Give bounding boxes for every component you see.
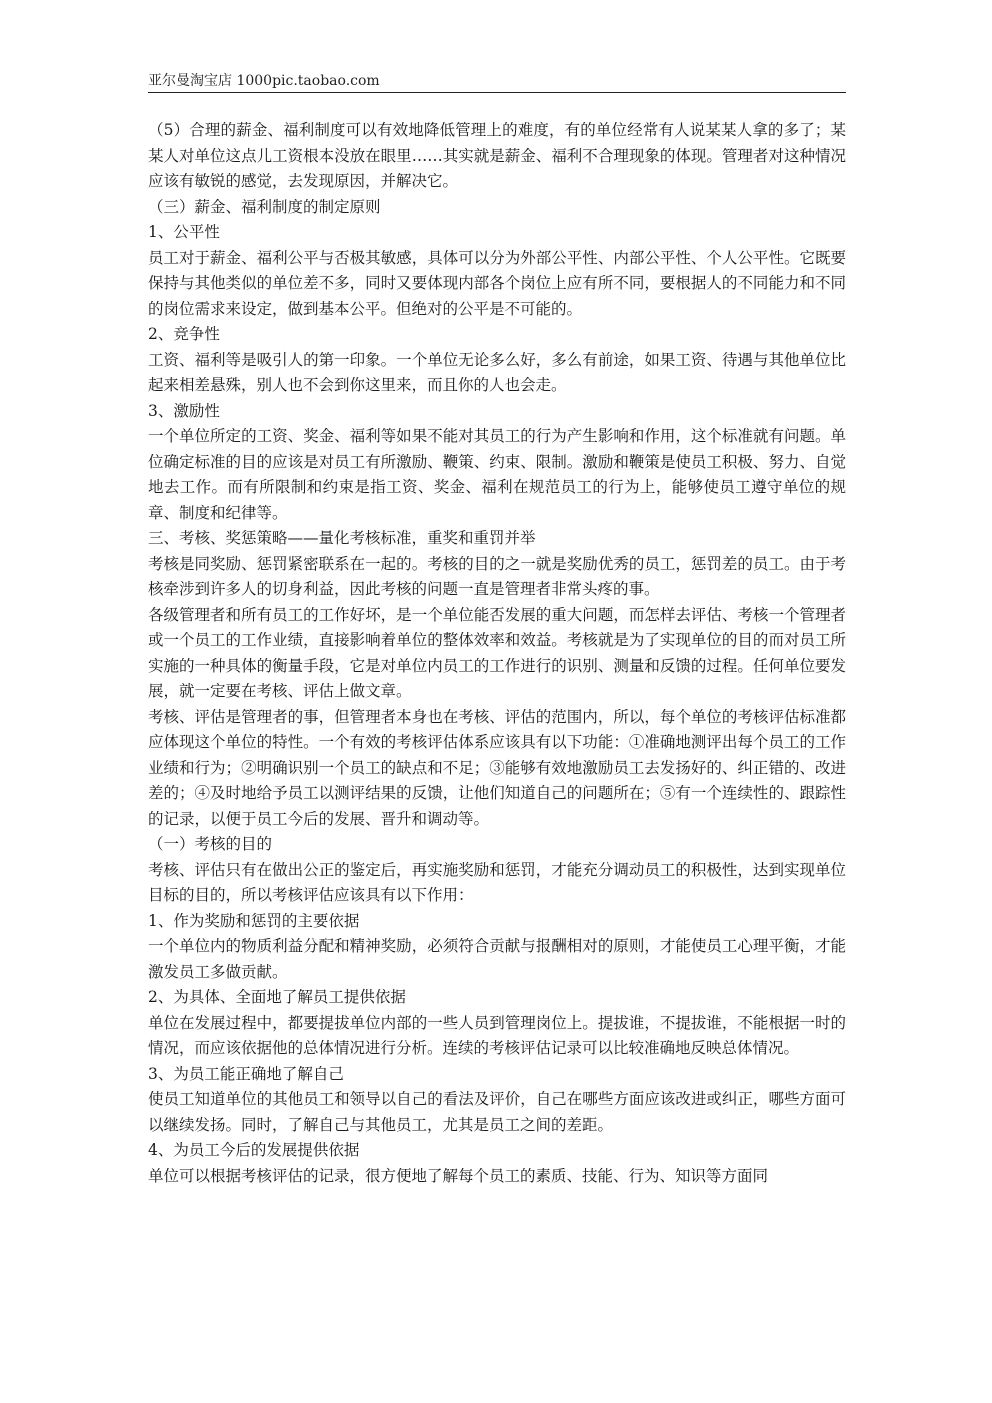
subsection-heading: 2、为具体、全面地了解员工提供依据 [148,988,406,1006]
paragraph: （5）合理的薪金、福利制度可以有效地降低管理上的难度，有的单位经常有人说某某人拿的多了；某某人对单位这点儿工资根本没放在眼里……其实就是薪金、福利不合理现象的体现。管理者对这种情况应该有敏锐的感觉，去发现原因，并解决它。 [148,121,846,190]
paragraph: 一个单位所定的工资、奖金、福利等如果不能对其员工的行为产生影响和作用，这个标准就有问题。单位确定标准的目的应该是对员工有所激励、鞭策、约束、限制。激励和鞭策是使员工积极、努力、自觉地去工作。而有所限制和约束是指工资、奖金、福利在规范员工的行为上，能够使员工遵守单位的规章、制度和纪律等。 [148,427,846,522]
header-divider [148,92,846,93]
paragraph: 单位在发展过程中，都要提拔单位内部的一些人员到管理岗位上。提拔谁，不提拔谁，不能根据一时的情况，而应该依据他的总体情况进行分析。连续的考核评估记录可以比较准确地反映总体情况。 [148,1013,846,1057]
subsection-heading: 3、激励性 [148,401,220,420]
section-heading: （三）薪金、福利制度的制定原则 [148,197,381,216]
subsection-heading: 1、作为奖励和惩罚的主要依据 [148,911,360,930]
paragraph: 单位可以根据考核评估的记录，很方便地了解每个员工的素质、技能、行为、知识等方面同 [148,1166,769,1185]
paragraph: 考核、评估是管理者的事，但管理者本身也在考核、评估的范围内，所以，每个单位的考核评估标准都应体现这个单位的特性。一个有效的考核评估体系应该具有以下功能：①准确地测评出每个员工的工作业绩和行为；②明确识别一个员工的缺点和不足；③能够有效地激励员工去发扬好的、纠正错的、改进差的；④及时地给予员工以测评结果的反馈，让他们知道自己的问题所在；⑤有一个连续性的、跟踪性的记录，以便于员工今后的发展、晋升和调动等。 [148,707,846,828]
paragraph: 工资、福利等是吸引人的第一印象。一个单位无论多么好，多么有前途，如果工资、待遇与其他单位比起来相差悬殊，别人也不会到你这里来，而且你的人也会走。 [148,350,846,394]
subsection-heading: 2、竞争性 [148,325,220,343]
paragraph: 员工对于薪金、福利公平与否极其敏感，具体可以分为外部公平性、内部公平性、个人公平性。它既要保持与其他类似的单位差不多，同时又要体现内部各个岗位上应有所不同，要根据人的不同能力和不同的岗位需求来设定，做到基本公平。但绝对的公平是不可能的。 [148,248,846,318]
paragraph: 各级管理者和所有员工的工作好坏，是一个单位能否发展的重大问题，而怎样去评估、考核一个管理者或一个员工的工作业绩，直接影响着单位的整体效率和效益。考核就是为了实现单位的目的而对员工所实施的一种具体的衡量手段，它是对单位内员工的工作进行的识别、测量和反馈的过程。任何单位要发展，就一定要在考核、评估上做文章。 [148,605,846,700]
paragraph: 一个单位内的物质利益分配和精神奖励，必须符合贡献与报酬相对的原则，才能使员工心理平衡，才能激发员工多做贡献。 [148,937,846,981]
subsection-heading: 1、公平性 [148,223,220,241]
page-header: 亚尔曼淘宝店 1000pic.taobao.com [148,73,380,89]
paragraph: 考核是同奖励、惩罚紧密联系在一起的。考核的目的之一就是奖励优秀的员工，惩罚差的员工。由于考核牵涉到许多人的切身利益，因此考核的问题一直是管理者非常头疼的事。 [148,554,846,598]
paragraph: 使员工知道单位的其他员工和领导以自己的看法及评价，自己在哪些方面应该改进或纠正，哪些方面可以继续发扬。同时，了解自己与其他员工，尤其是员工之间的差距。 [148,1090,846,1134]
subsection-heading: 3、为员工能正确地了解自己 [148,1064,344,1083]
chapter-heading: 三、考核、奖惩策略——量化考核标准，重奖和重罚并举 [148,529,536,547]
subsection-heading: 4、为员工今后的发展提供依据 [148,1141,360,1159]
section-heading: （一）考核的目的 [148,835,273,853]
document-body [148,118,846,1189]
paragraph: 考核、评估只有在做出公正的鉴定后，再实施奖励和惩罚，才能充分调动员工的积极性，达到实现单位目标的目的，所以考核评估应该具有以下作用： [148,860,846,904]
